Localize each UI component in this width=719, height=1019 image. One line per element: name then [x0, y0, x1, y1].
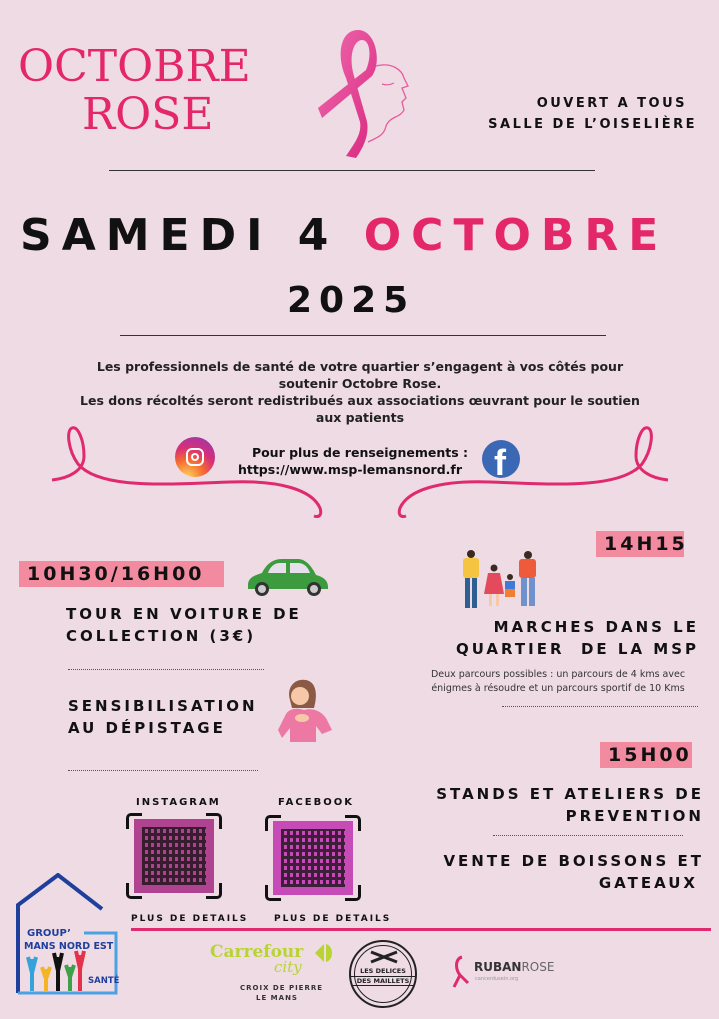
group-line2: MANS NORD EST [24, 941, 114, 952]
time-badge-stands: 15H00 [600, 742, 692, 768]
activity-line: GATEAUX [598, 874, 698, 892]
activity-walks [456, 616, 699, 660]
activity-line: AU DÉPISTAGE [68, 719, 226, 737]
qr-facebook-label: FACEBOOK [278, 797, 354, 808]
pink-ribbon-icon [310, 26, 420, 161]
logo-les-delices-des-maillets [349, 940, 417, 1008]
intro-line: Les dons récoltés seront redistribués aux associations œuvrant pour le soutien [80, 393, 640, 408]
event-date [20, 210, 668, 261]
qr-code-image [134, 819, 214, 893]
divider-dotted [68, 669, 264, 670]
qr-instagram-caption: PLUS DE DETAILS [131, 914, 249, 924]
group-line3: SANTÉ [88, 976, 120, 986]
activity-line: SENSIBILISATION [68, 697, 258, 715]
divider-dotted [502, 706, 698, 707]
activity-line: PREVENTION [565, 807, 704, 825]
activity-line: STANDS ET ATELIERS DE [436, 785, 704, 803]
activity-line: COLLECTION (3€) [66, 627, 257, 645]
qr-facebook-caption: PLUS DE DETAILS [274, 914, 392, 924]
title-octobre: OCTOBRE [18, 41, 251, 92]
intro-line: soutenir Octobre Rose. [278, 376, 442, 391]
carrefour-symbol-icon [314, 942, 336, 964]
delices-line2: DES MAILLETS [351, 976, 415, 986]
note-line: Deux parcours possibles : un parcours de 4 kms avec [430, 669, 686, 680]
info-open-to-all: OUVERT A TOUS [536, 96, 687, 111]
time-badge-walk: 14H15 [596, 531, 684, 557]
contact-label: Pour plus de renseignements : [251, 445, 469, 460]
group-line1: GROUP’ [27, 928, 71, 939]
logo-group-mans-nord-est [10, 873, 118, 998]
ruban-rose-text [474, 960, 554, 974]
delices-line1: LES DELICES [360, 967, 406, 975]
vintage-car-icon [242, 555, 332, 597]
qr-instagram-label: INSTAGRAM [136, 797, 221, 808]
walk-description [418, 668, 698, 696]
activity-screening-awareness [68, 695, 258, 739]
intro-text [40, 358, 680, 426]
date-month: OCTOBRE [363, 210, 669, 261]
activity-drinks-cakes [443, 850, 704, 894]
activity-line: QUARTIER DE LA MSP [455, 640, 699, 658]
date-day: SAMEDI 4 [20, 210, 339, 261]
qr-facebook[interactable] [265, 815, 361, 901]
carrefour-sub: city [274, 958, 302, 976]
woman-self-exam-icon [276, 678, 336, 746]
activity-line: MARCHES DANS LE [493, 618, 699, 636]
divider-dotted [68, 770, 258, 771]
info-location: SALLE DE L’OISELIÈRE [488, 117, 697, 132]
logo-carrefour-city [210, 940, 340, 1010]
carrefour-location1: CROIX DE PIERRE [240, 984, 324, 992]
date-year: 2025 [287, 280, 416, 321]
divider-top [109, 170, 595, 171]
activity-line: VENTE DE BOISSONS ET [443, 852, 704, 870]
intro-line: Les professionnels de santé de votre quartier s’engagent à vos côtés pour [96, 359, 624, 374]
time-badge-morning: 10H30/16H00 [19, 561, 224, 587]
ruban-light: ROSE [521, 960, 555, 974]
divider-pink [131, 928, 711, 931]
carrefour-location2: LE MANS [256, 994, 298, 1002]
instagram-icon[interactable] [175, 437, 215, 477]
divider-date [120, 335, 606, 336]
activity-vintage-car [66, 603, 302, 647]
contact-url[interactable]: https://www.msp-lemansnord.fr [237, 462, 463, 477]
divider-dotted [493, 835, 683, 836]
ruban-url: cancerdusein.org [475, 976, 519, 982]
activity-stands [436, 783, 704, 827]
note-line: énigmes à résoudre et un parcours sportif de 10 Kms [431, 683, 685, 694]
qr-code-image [273, 821, 353, 895]
title-rose: ROSE [82, 89, 214, 140]
facebook-icon[interactable]: f [482, 440, 520, 478]
ruban-bold: RUBAN [474, 960, 522, 974]
activity-line: TOUR EN VOITURE DE [66, 605, 302, 623]
carrefour-name: Carrefour [210, 942, 304, 962]
qr-instagram[interactable] [126, 813, 222, 899]
family-walking-icon [460, 548, 540, 613]
intro-line: aux patients [315, 410, 405, 425]
logo-ruban-rose [450, 955, 560, 990]
